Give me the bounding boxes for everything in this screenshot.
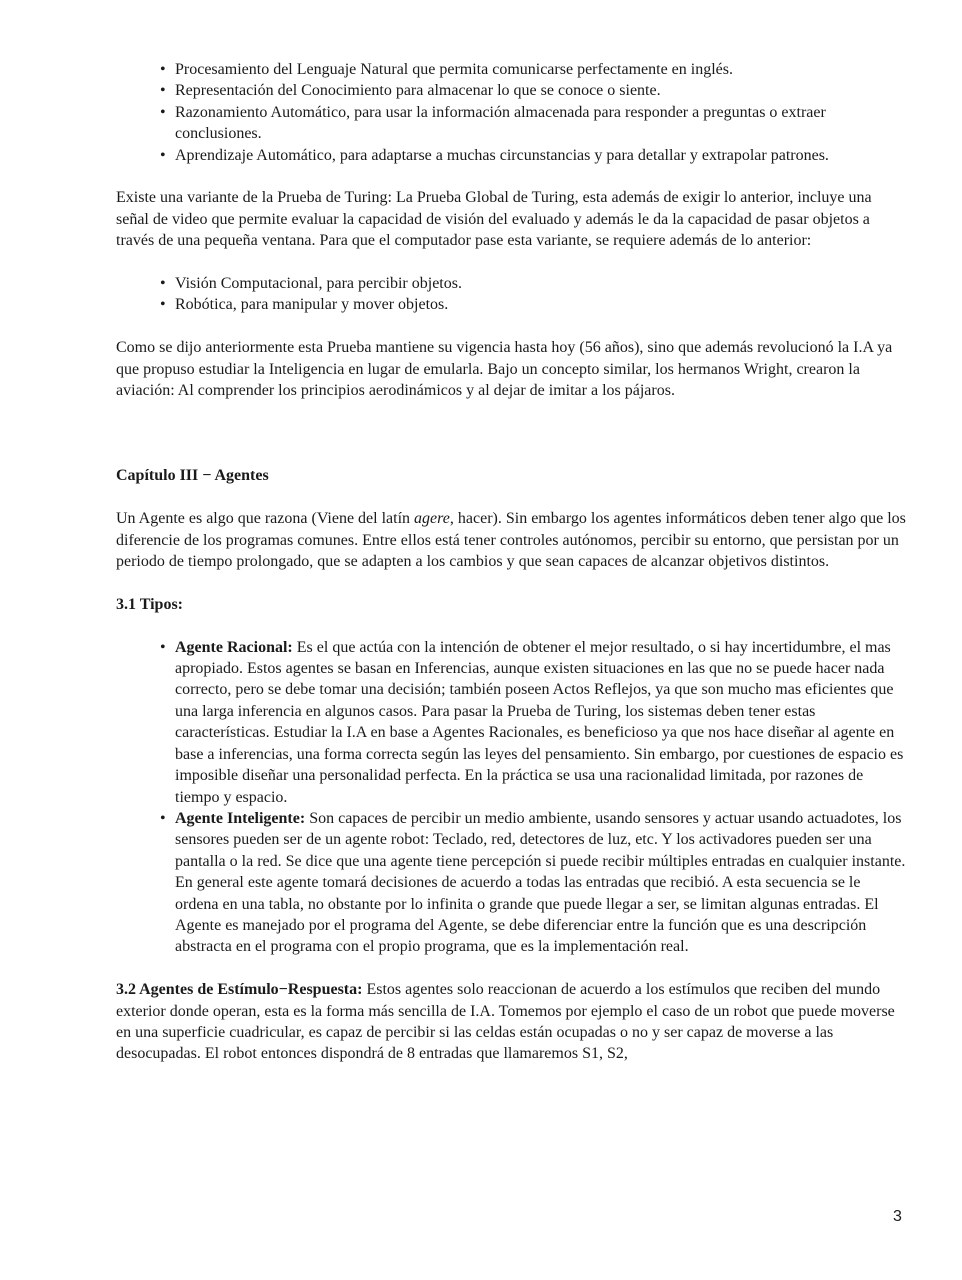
agent-type-description: Son capaces de percibir un medio ambiente, usando sensores y actuar usando actuadotes, los sensores pueden ser de un agente robot: Teclado, red, detectores de luz, etc. Y los activadores pueden ser una pantalla o la red. Se dice que una agente tiene percepción si puede recibir múltiples entradas en cualquier instante. En general este agente tomará decisiones de acuerdo a todas las entradas que recibió. A esta secuencia se le ordena en una tabla, no obstante por lo infinita o grande que puede llegar a ser, se limitan algunas entradas. El Agente es manejado por el programa del Agente, se debe diferenciar entre la función que es una descripción abstracta en el programa con el propio programa, que es la implementación real.: [175, 809, 906, 956]
document-page: [116, 59, 906, 1065]
list-item: [160, 294, 906, 315]
chapter-heading: Capítulo III − Agentes: [116, 467, 269, 485]
bullet-icon: •: [160, 61, 166, 78]
agent-type-term: Agente Inteligente:: [175, 809, 306, 827]
agent-type-term: Agente Racional:: [175, 638, 293, 656]
page-number: 3: [893, 1208, 902, 1225]
global-turing-list: [116, 273, 906, 316]
agent-intro-latin-term: agere: [414, 510, 450, 528]
list-item-text: Robótica, para manipular y mover objetos.: [175, 296, 449, 314]
list-item-text: Razonamiento Automático, para usar la información almacenada para responder a preguntas o extraer conclusiones.: [175, 103, 826, 143]
list-item: [160, 637, 906, 808]
bullet-icon: •: [160, 82, 166, 100]
list-item-text: Visión Computacional, para percibir objetos.: [175, 275, 462, 293]
agent-types-list: [116, 637, 906, 958]
list-item: [160, 273, 906, 294]
section-heading-stimulus-response: 3.2 Agentes de Estímulo−Respuesta:: [116, 981, 363, 999]
agent-intro-after: , hacer). Sin embargo los agentes informáticos deben tener algo que los diferencie de los programas comunes. Entre ellos está tener controles autónomos, percibir su entorno, que persistan por un periodo de tiempo prolongado, que se adapten a los cambios y que sean capaces de alcanzar objetivos distintos.: [116, 510, 906, 571]
list-item: [160, 59, 906, 80]
list-item: [160, 808, 906, 958]
agent-type-description: Es el que actúa con la intención de obtener el mejor resultado, o si hay incertidumbre, el mas apropiado. Estos agentes se basan en Inferencias, aunque existen situaciones en las que no se puede hacer nada correcto, pero se debe tomar una decisión; también poseen Actos Reflejos, ya que son mucho mas eficientes que una larga inferencia en algunos casos. Para pasar la Prueba de Turing, los sistemas deben tener estas características. Estudiar la I.A en base a Agentes Racionales, es beneficioso ya que nos hace diseñar al agente en base a inferencias, una forma correcta según las leyes del pensamiento. Sin embargo, por cuestiones de espacio es imposible diseñar una personalidad perfecta. En la práctica se usa una racionalidad limitada, por razones de tiempo y espacio.: [175, 638, 904, 806]
bullet-icon: •: [160, 146, 166, 164]
list-item-text: Procesamiento del Lenguaje Natural que permita comunicarse perfectamente en inglés.: [175, 61, 733, 78]
agent-intro-before: Un Agente es algo que razona (Viene del latín: [116, 510, 415, 528]
stimulus-response-paragraph: [116, 979, 906, 1065]
ai-capabilities-list: [116, 59, 906, 166]
agent-intro-paragraph: [116, 508, 906, 572]
list-item-text: Representación del Conocimiento para almacenar lo que se conoce o siente.: [175, 82, 661, 100]
section-heading-tipos: 3.1 Tipos:: [116, 595, 183, 613]
bullet-icon: •: [160, 103, 166, 121]
bullet-icon: •: [160, 809, 166, 827]
list-item: [160, 80, 906, 101]
bullet-icon: •: [160, 638, 166, 656]
list-item-text: Aprendizaje Automático, para adaptarse a muchas circunstancias y para detallar y extrapolar patrones.: [175, 146, 829, 164]
turing-validity-paragraph: Como se dijo anteriormente esta Prueba mantiene su vigencia hasta hoy (56 años), sino que además revolucionó la I.A ya que propuso estudiar la Inteligencia en lugar de emularla. Bajo un concepto similar, los hermanos Wright, crearon la aviación: Al comprender los principios aerodinámicos y al dejar de imitar a los pájaros.: [116, 339, 893, 400]
bullet-icon: •: [160, 275, 166, 293]
list-item: [160, 102, 906, 145]
bullet-icon: •: [160, 296, 166, 314]
turing-global-paragraph: Existe una variante de la Prueba de Turing: La Prueba Global de Turing, esta además de exigir lo anterior, incluye una señal de video que permite evaluar la capacidad de visión del evaluado y además le da la capacidad de pasar objetos a través de una pequeña ventana. Para que el computador pase esta variante, se requiere además de lo anterior:: [116, 189, 872, 250]
list-item: [160, 145, 906, 166]
stimulus-response-text: Estos agentes solo reaccionan de acuerdo a los estímulos que reciben del mundo exterior donde operan, esta es la forma más sencilla de I.A. Tomemos por ejemplo el caso de un robot que puede moverse en una superficie cuadricular, es capaz de percibir si las celdas están ocupadas o no y ser capaz de moverse a las desocupadas. El robot entonces dispondrá de 8 entradas que llamaremos S1, S2,: [116, 981, 895, 1063]
